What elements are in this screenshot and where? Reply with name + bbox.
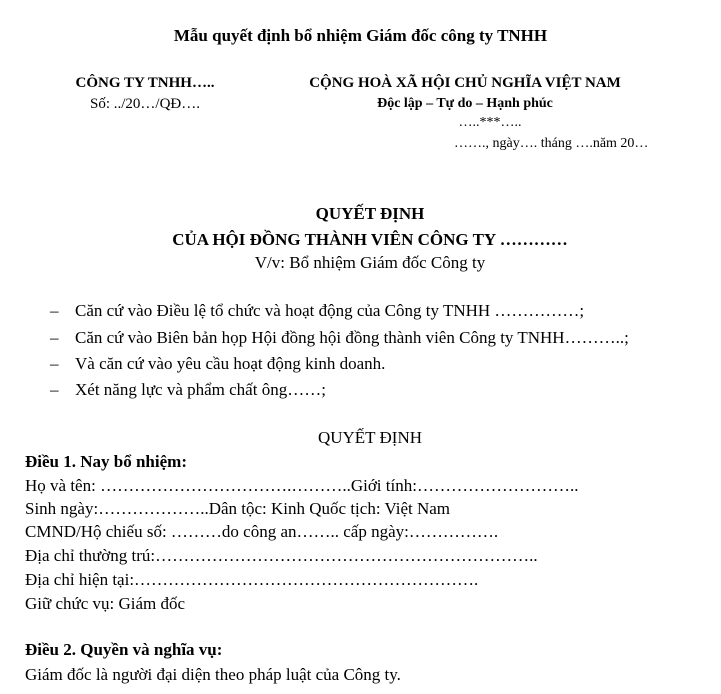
list-item-text: Căn cứ vào Biên bản họp Hội đồng hội đồng thành viên Công ty TNHH………..;	[75, 328, 629, 347]
bullet-dash: –	[50, 354, 59, 373]
list-item	[50, 354, 385, 374]
decision-regarding: V/v: Bổ nhiệm Giám đốc Công ty	[254, 253, 486, 272]
bullet-dash: –	[50, 328, 59, 347]
company-name: CÔNG TY TNHH…..	[75, 75, 215, 91]
article-1-line: Giữ chức vụ: Giám đốc	[25, 594, 186, 613]
article-1-line: Sinh ngày:………………..Dân tộc: Kinh Quốc tịch: Việt Nam	[25, 499, 451, 518]
article-1-line: Địa chỉ hiện tại:…………………………………………………….	[25, 570, 479, 589]
list-item-text: Xét năng lực và phẩm chất ông……;	[75, 380, 326, 399]
decides-heading: QUYẾT ĐỊNH	[317, 428, 423, 447]
document-number: Số: ../20…/QĐ….	[89, 96, 200, 112]
national-title: CỘNG HOÀ XÃ HỘI CHỦ NGHĨA VIỆT NAM	[309, 75, 621, 91]
decision-title: QUYẾT ĐỊNH	[315, 204, 425, 223]
national-motto: Độc lập – Tự do – Hạnh phúc	[377, 96, 553, 111]
article-2-heading: Điều 2. Quyền và nghĩa vụ:	[25, 640, 223, 659]
list-item	[50, 301, 584, 321]
article-1-line: Họ và tên: …………………………….………..Giới tính:………………………..	[25, 476, 579, 495]
article-2-line: Giám đốc là người đại diện theo pháp luật của Công ty.	[25, 665, 401, 684]
document-title: Mẫu quyết định bổ nhiệm Giám đốc công ty TNHH	[173, 26, 548, 45]
list-item-text: Căn cứ vào Điều lệ tổ chức và hoạt động của Công ty TNHH ……………;	[75, 301, 585, 320]
list-item	[50, 380, 326, 400]
article-1-line: Địa chỉ thường trú:…………………………………………………………..	[25, 546, 538, 565]
bullet-dash: –	[50, 301, 59, 320]
list-item	[50, 328, 629, 348]
article-1-heading: Điều 1. Nay bổ nhiệm:	[25, 452, 187, 471]
article-1-line: CMND/Hộ chiếu số: ………do công an…….. cấp ngày:…………….	[25, 522, 499, 541]
list-item-text: Và căn cứ vào yêu cầu hoạt động kinh doanh.	[75, 354, 386, 373]
separator-stars: …..***…..	[458, 115, 522, 130]
decision-subtitle: CỦA HỘI ĐỒNG THÀNH VIÊN CÔNG TY …………	[172, 230, 568, 249]
date-line: ……., ngày…. tháng ….năm 20…	[454, 136, 649, 151]
bullet-dash: –	[50, 380, 59, 399]
